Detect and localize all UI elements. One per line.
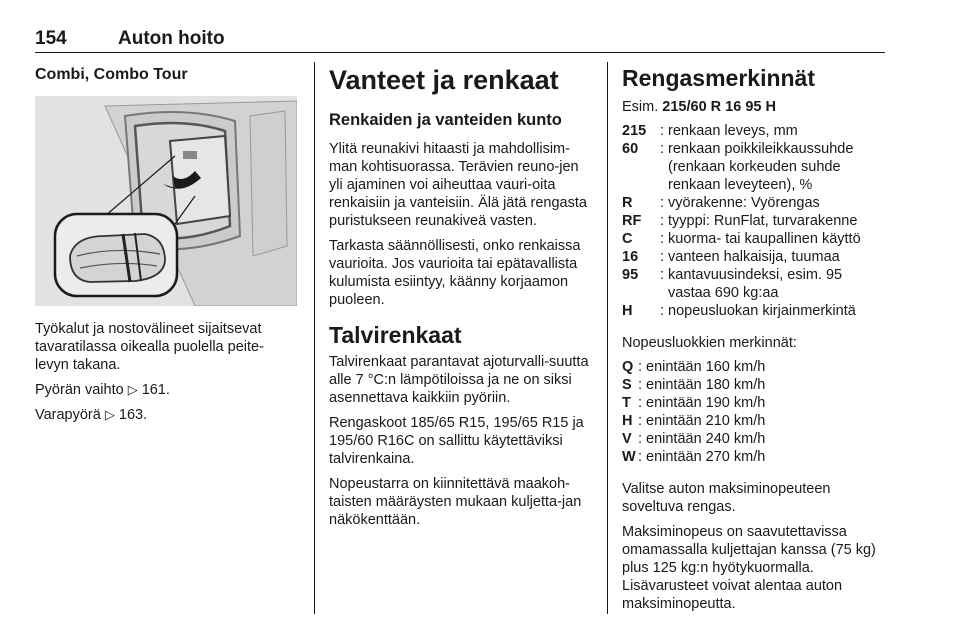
paragraph: Nopeusluokkien merkinnät: bbox=[622, 335, 797, 351]
list-item: C : kuorma- tai kaupallinen käyttö bbox=[622, 231, 861, 247]
list-item: RF : tyyppi: RunFlat, turvarakenne bbox=[622, 213, 858, 229]
paragraph: Rengaskoot 185/65 R15, 195/65 R15 ja 195/60 R16C on sallittu käytettäviksi talvirenkaina. bbox=[329, 415, 584, 467]
list-item: 95 : kantavuusindeksi, esim. 95 vastaa 690 kg:aa bbox=[622, 267, 843, 301]
tool-compartment-illustration bbox=[35, 96, 297, 306]
paragraph: Maksiminopeus on saavutettavissa omamassalla kuljettajan kanssa (75 kg) plus 125 kg:n hyötykuormalla. Lisävarusteet voivat alentaa auton maksiminopeutta. bbox=[622, 524, 876, 612]
tire-marking-list bbox=[622, 122, 888, 320]
list-item: H : nopeusluokan kirjainmerkintä bbox=[622, 303, 856, 319]
speed-class-list bbox=[622, 358, 888, 466]
cross-reference[interactable]: Varapyörä ▷ 163. bbox=[35, 407, 148, 423]
list-item: 215 : renkaan leveys, mm bbox=[622, 123, 798, 139]
list-item: W : enintään 270 km/h bbox=[622, 449, 766, 465]
column-divider bbox=[607, 62, 608, 614]
page-number: 154 bbox=[35, 28, 67, 49]
column-1 bbox=[35, 62, 297, 431]
paragraph: Talvirenkaat parantavat ajoturvalli-suutta alle 7 °C:n lämpötiloissa ja ne on siksi asennettava kaikkiin pyöriin. bbox=[329, 354, 589, 406]
list-item: T : enintään 190 km/h bbox=[622, 395, 766, 411]
paragraph: Valitse auton maksiminopeuteen soveltuva rengas. bbox=[622, 481, 831, 515]
paragraph: Ylitä reunakivi hitaasti ja mahdollisim-man kohtisuorassa. Terävien reuno-jen yli ajaminen voi aiheuttaa vauri-oita renkaisiin ja vanteisiin. Älä jätä rengasta puristukseen reunakiveä vasten. bbox=[329, 141, 587, 229]
subsection-heading: Renkaiden ja vanteiden kunto bbox=[329, 111, 562, 129]
marking-example: Esim. 215/60 R 16 95 H bbox=[622, 99, 776, 115]
reference-arrow-icon: ▷ bbox=[127, 382, 138, 397]
column-2 bbox=[329, 62, 593, 536]
section-heading: Rengasmerkinnät bbox=[622, 65, 816, 91]
list-item: H : enintään 210 km/h bbox=[622, 413, 766, 429]
list-item: 16 : vanteen halkaisija, tuumaa bbox=[622, 249, 840, 265]
section-heading: Vanteet ja renkaat bbox=[329, 65, 559, 95]
list-item: R : vyörakenne: Vyörengas bbox=[622, 195, 820, 211]
paragraph: Työkalut ja nostovälineet sijaitsevat tavaratilassa oikealla puolella peite-levyn takana. bbox=[35, 321, 264, 373]
column-divider bbox=[314, 62, 315, 614]
reference-arrow-icon: ▷ bbox=[104, 407, 115, 422]
list-item: S : enintään 180 km/h bbox=[622, 377, 766, 393]
paragraph: Nopeustarra on kiinnitettävä maakoh-taisten määräysten mukaan kuljetta-jan näkökenttään. bbox=[329, 476, 582, 528]
list-item: V : enintään 240 km/h bbox=[622, 431, 766, 447]
list-item: Q : enintään 160 km/h bbox=[622, 359, 766, 375]
page-header bbox=[35, 26, 885, 53]
paragraph: Tarkasta säännöllisesti, onko renkaissa vaurioita. Jos vaurioita tai epätavallista kulumista esiintyy, käänny korjaamon puoleen. bbox=[329, 238, 581, 308]
list-item: 60 : renkaan poikkileikkaussuhde (renkaan korkeuden suhde renkaan leveyteen), % bbox=[622, 141, 854, 193]
subsection-heading: Talvirenkaat bbox=[329, 322, 462, 348]
page-title: Auton hoito bbox=[118, 28, 225, 49]
section-title: Combi, Combo Tour bbox=[35, 66, 188, 83]
column-3 bbox=[622, 62, 888, 620]
cross-reference[interactable]: Pyörän vaihto ▷ 161. bbox=[35, 382, 170, 398]
